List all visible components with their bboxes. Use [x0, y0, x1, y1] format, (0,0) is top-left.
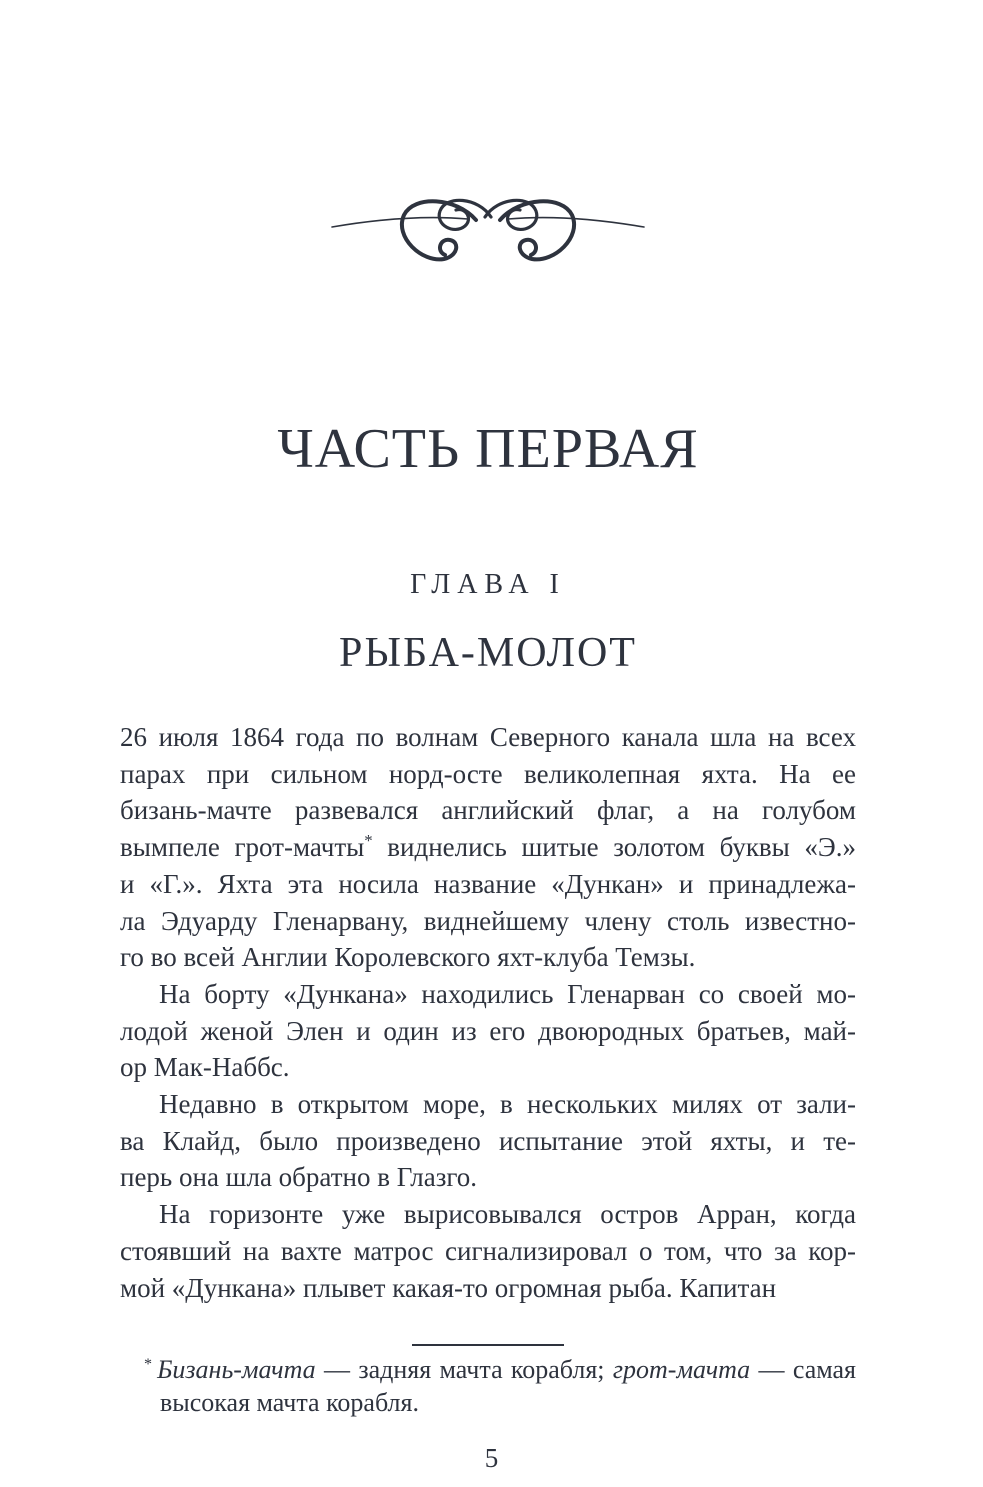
- text-line: бизань-мачте развевался английский флаг, а на голубом: [120, 795, 856, 826]
- text-line: стоявший на вахте матрос сигнализировал о том, что за кор-: [120, 1235, 856, 1266]
- paragraph: [120, 1196, 856, 1306]
- page-number: 5: [484, 1443, 499, 1473]
- text-line: На горизонте уже вырисовывался остров Арран, когда: [159, 1199, 856, 1230]
- footnote-marker: *: [144, 1355, 153, 1373]
- calligraphic-flourish-icon: [328, 193, 648, 273]
- paragraph: [120, 976, 856, 1086]
- text-line: парах при сильном норд-осте великолепная яхта. На ее: [120, 758, 856, 789]
- footnote-line: [144, 1354, 857, 1387]
- chapter-heading: ГЛАВА I: [410, 569, 566, 600]
- footnote-segment: — задняя мачта корабля;: [315, 1355, 613, 1385]
- text-column: [120, 0, 856, 1419]
- text-line: На борту «Дункана» находились Гленарван со своей мо-: [159, 978, 856, 1009]
- footnote-term: грот-мачта: [612, 1355, 751, 1385]
- text-line: ор Мак-Наббс.: [120, 1052, 290, 1083]
- footnote-segment: — самая: [750, 1355, 857, 1385]
- footnote-segment: высокая мачта корабля.: [160, 1387, 419, 1417]
- text-line: вымпеле грот-мачты* виднелись шитые золотом буквы «Э.»: [120, 831, 856, 863]
- footnote-text: [144, 1354, 857, 1419]
- text-line: го во всей Англии Королевского яхт-клуба Темзы.: [120, 942, 696, 973]
- paragraph: [120, 1086, 856, 1196]
- footnote-rule: [412, 1344, 564, 1346]
- part-heading: ЧАСТЬ ПЕРВАЯ: [277, 418, 699, 480]
- text-line: перь она шла обратно в Глазго.: [120, 1162, 478, 1193]
- text-line: лодой женой Элен и один из его двоюродных братьев, май-: [120, 1015, 856, 1046]
- text-line: и «Г.». Яхта эта носила название «Дункан» и принадлежа-: [120, 868, 856, 899]
- flourish-ornament: [120, 193, 856, 273]
- text-line: ва Клайд, было произведено испытание этой яхты, и те-: [120, 1125, 856, 1156]
- footnote-ref: *: [364, 831, 373, 851]
- chapter-title: РЫБА-МОЛОТ: [339, 630, 637, 676]
- text-line: мой «Дункана» плывет какая-то огромная рыба. Капитан: [120, 1272, 777, 1303]
- text-line: 26 июля 1864 года по волнам Северного канала шла на всех: [120, 722, 856, 752]
- body-text: [120, 719, 856, 1306]
- text-line: ла Эдуарду Гленарвану, виднейшему члену столь известно-: [120, 905, 856, 936]
- text-line: Недавно в открытом море, в нескольких милях от зали-: [159, 1089, 856, 1120]
- footnote-term: Бизань-мачта: [157, 1355, 316, 1385]
- footnote-line: [160, 1387, 856, 1420]
- paragraph: [120, 719, 856, 976]
